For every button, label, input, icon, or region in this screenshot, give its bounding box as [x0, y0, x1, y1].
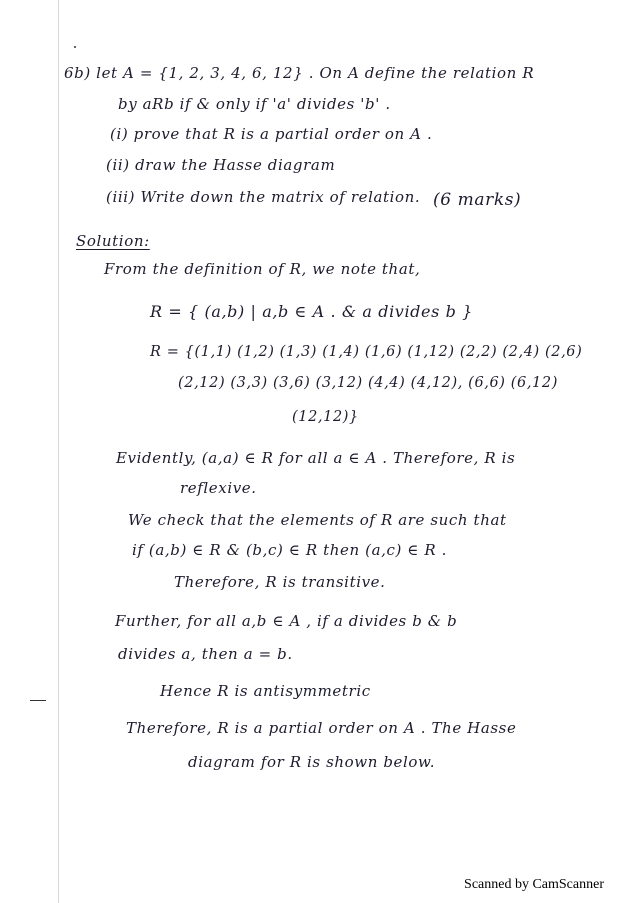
margin-line	[58, 0, 59, 903]
conclusion-line-2: diagram for R is shown below.	[188, 753, 436, 771]
transitive-line-2: if (a,b) ∈ R & (b,c) ∈ R then (a,c) ∈ R .	[132, 541, 448, 559]
question-item-1: (i) prove that R is a partial order on A .	[110, 125, 433, 143]
relation-set-line-3: (12,12)}	[292, 409, 359, 425]
transitive-line-3: Therefore, R is transitive.	[174, 573, 386, 591]
margin-tick	[30, 700, 46, 701]
pen-dot	[74, 46, 76, 48]
antisymmetric-line-2: divides a, then a = b.	[118, 645, 293, 663]
question-line-1: 6b) let A = {1, 2, 3, 4, 6, 12} . On A define the relation R	[64, 64, 535, 82]
solution-intro: From the definition of R, we note that,	[104, 260, 421, 278]
relation-set-line-1: R = {(1,1) (1,2) (1,3) (1,4) (1,6) (1,12) (2,2) (2,4) (2,6)	[150, 344, 583, 360]
solution-heading: Solution:	[76, 232, 150, 250]
transitive-line-1: We check that the elements of R are such that	[128, 511, 507, 529]
question-item-3: (iii) Write down the matrix of relation.	[106, 188, 421, 206]
reflexive-line-1: Evidently, (a,a) ∈ R for all a ∈ A . Therefore, R is	[116, 449, 516, 467]
scanner-watermark: Scanned by CamScanner	[464, 877, 604, 892]
antisymmetric-line-1: Further, for all a,b ∈ A , if a divides b & b	[115, 612, 458, 630]
antisymmetric-line-3: Hence R is antisymmetric	[160, 682, 371, 700]
question-item-2: (ii) draw the Hasse diagram	[106, 156, 336, 174]
relation-set-definition: R = { (a,b) | a,b ∈ A . & a divides b }	[150, 302, 473, 321]
reflexive-line-2: reflexive.	[180, 479, 257, 497]
question-marks: (6 marks)	[433, 190, 522, 210]
question-line-2: by aRb if & only if 'a' divides 'b' .	[118, 95, 391, 113]
conclusion-line-1: Therefore, R is a partial order on A . The Hasse	[126, 719, 517, 737]
relation-set-line-2: (2,12) (3,3) (3,6) (3,12) (4,4) (4,12), (6,6) (6,12)	[178, 375, 558, 391]
